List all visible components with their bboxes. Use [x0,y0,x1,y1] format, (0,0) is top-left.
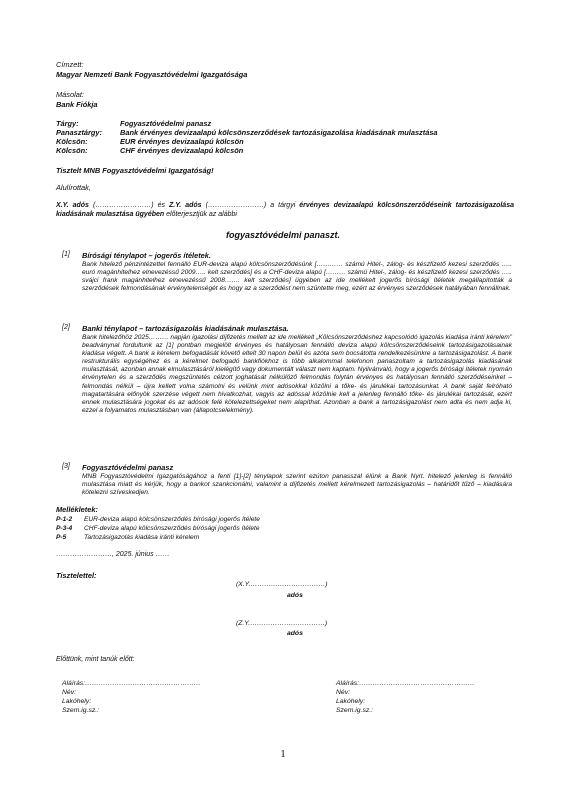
attachment-text: Tartozásigazolás kiadása iránti kérelem [84,534,200,541]
subject-value: EUR érvényes devizaalapú kölcsön [120,137,244,146]
attachment-text: CHF-deviza alapú kölcsönszerződés bírósági jogerős ítélete [84,525,260,532]
intro-subject: érvényes devizaalapú kölcsönszerződéseink tartozásigazolása kiadásának mulasztása ügyében [56,202,514,218]
debtor-2: Z.Y. adós [169,202,202,209]
section-number: [1] [62,251,70,258]
witness-2-signature: Aláírás:…………………………………………… [336,680,475,687]
subject-label: Kölcsön: [56,146,88,155]
attachment-code: P-5 [56,534,67,541]
subject-label: Kölcsön: [56,137,88,146]
subject-row [56,128,438,137]
section-text: Bank hitelező pénzintézettel fennálló EUR-deviza alapú kölcsönszerződésünk [………… számú Hitel-, zálog- és készfizető kezesi szerződés ….. euró magánhitelhez elnevezéssű 2009….. kelt szerződés] és a CHF-deviza alapú [……… számú Hitel-, zálog- és készfizető kezesi szerződés ….. svájci frank magánhitelhez elnevezéssű 2008……. kelt szerződés] ügyében az ide mellékelt jogerős bírósági ítéletek megállapították a szerződések felmondásának érvénytelenségét és hogy az a szerződést nem szüntette meg, ezért az érvényes szerződések hatályában fennállnak. [82,261,512,293]
section-heading: Banki ténylapot – tartozásigazolás kiadásának mulasztása. [82,324,289,333]
debtor-1: X.Y. adós [56,202,89,209]
subject-label: Tárgy: [56,119,79,128]
section-text: Bank hitelezőhöz 2025……… napján igazolási díjfizetés mellett az ide mellékelt „Kölcsönszerződéshez kapcsolódó igazolás kiadása iránti kérelem” beadványnal fordultunk az [1] pontban megjelölt érvényes és hatályosan fennálló deviza alapú kölcsönszerződéseink tartozásigazolásainak kiadása végett. A bank a kérelem befogadását követő eltelt 30 napon belül és azóta sem bocsátotta rendelkezésünkre a tartozásigazolást. A bank restrukturális egységéhez és a kérelmet befogadó bankfiókhoz is több alkalommal telefonon panaszoltam a tartozásigazolás kiadásának mulasztását, azonban annak elmulasztásáról kielégítő vagy dokumentált választ nem kaptam. Nyilvánvaló, hogy a jogerős bírósági ítéletek nyomán érvénytelen és a szerződés megszüntetés célzott joghatását nélkülöző felmondás folytán érvényes és hatályosan fennálló szerződéseinket – felmondás nélkül – újra kellett volna számolni és velünk mint adósokkal közölni a tőke- és járulékai tartozásunkat. A bank saját felróható magatartására előnyök szerzése végett nem hivatkozhat, vagyis az adóssal közölnie kell a jelenleg fennálló tőke- és járulékai tartozását, ezért ennek mulasztására jogokat és az adósok felé kötelezettségeket nem alapíthat. Azonban a bank a tartozásigazolást nem adta és nem adja ki, ezzel a folyamatos mulasztásban van (állapotcselekmény). [82,334,512,414]
page-number: 1 [280,748,286,760]
witness-1-signature: Aláírás:…………………………………………… [62,680,201,687]
subject-value: Fogyasztóvédelmi panasz [120,119,212,128]
attachments-label: Mellékletek: [56,505,98,514]
undersigned: Alulírottak, [56,183,91,192]
intro-text: (……………………) a tárgyi [201,202,300,209]
signature-line: (X.Y.……………………………) [236,581,328,588]
attachment-code: P-3-4 [56,525,73,532]
section-heading: Bírósági ténylapot – jogerős ítéletek. [82,251,211,260]
witness-1-address: Lakóhely: [62,698,92,705]
intro-text: (……………………) és [88,202,170,209]
recipient-name: Magyar Nemzeti Bank Fogyasztóvédelmi Igazgatósága [56,70,248,79]
copy-label: Másolat: [56,90,84,99]
attachment-item [56,524,260,533]
intro-paragraph [56,201,514,219]
signer-role: adós [287,592,303,599]
subject-row [56,137,244,146]
attachment-item [56,533,199,542]
regards: Tisztelettel: [56,571,97,580]
witness-2-name: Név: [336,689,350,696]
subject-value: CHF érvényes devizaalapú kölcsön [120,146,244,155]
attachment-code: P-1-2 [56,516,73,523]
subject-label: Panasztárgy: [56,128,103,137]
witness-1-name: Név: [62,689,76,696]
subject-row [56,119,211,128]
attachment-item [56,515,260,524]
document-title: fogyasztóvédelmi panaszt. [225,230,341,240]
intro-text: előterjesztjük az alábbi [164,211,237,218]
date-line: ……………………, 2025. június …… [56,551,170,558]
section-heading: Fogyasztóvédelmi panasz [82,463,174,472]
section-number: [2] [62,324,70,331]
section-number: [3] [62,463,70,470]
witness-1-id: Szem.ig.sz.: [62,707,100,714]
signer-role: adós [287,630,303,637]
salutation: Tisztelt MNB Fogyasztóvédelmi Igazgatóság! [56,166,214,175]
section-text: MNB Fogyasztóvédelmi Igazgatóságához a fenti [1]-[2] ténylapok szerint ezúton panasszal élünk a Bank Nyrt. hitelező jelenleg is fennálló mulasztása miatt és kérjük, hogy a bankot szankcionálni, valamint a díjfizetés mellett kérelmezett tartozásigazolás – határidőt tűző – kiadására kötelezni szíveskedjen. [82,473,512,497]
recipient-label: Címzett: [56,60,84,69]
witness-2-id: Szem.ig.sz.: [336,707,374,714]
witness-intro: Előttünk, mint tanúk előtt: [56,656,135,663]
subject-value: Bank érvényes devizaalapú kölcsönszerződések tartozásigazolása kiadásának mulasztása [120,128,438,137]
witness-2-address: Lakóhely: [336,698,366,705]
signature-line: (Z.Y.……………………………) [236,620,328,627]
copy-name: Bank Fiókja [56,100,98,109]
attachment-text: EUR-deviza alapú kölcsönszerződés bírósági jogerős ítélete [84,516,260,523]
subject-row [56,146,243,155]
